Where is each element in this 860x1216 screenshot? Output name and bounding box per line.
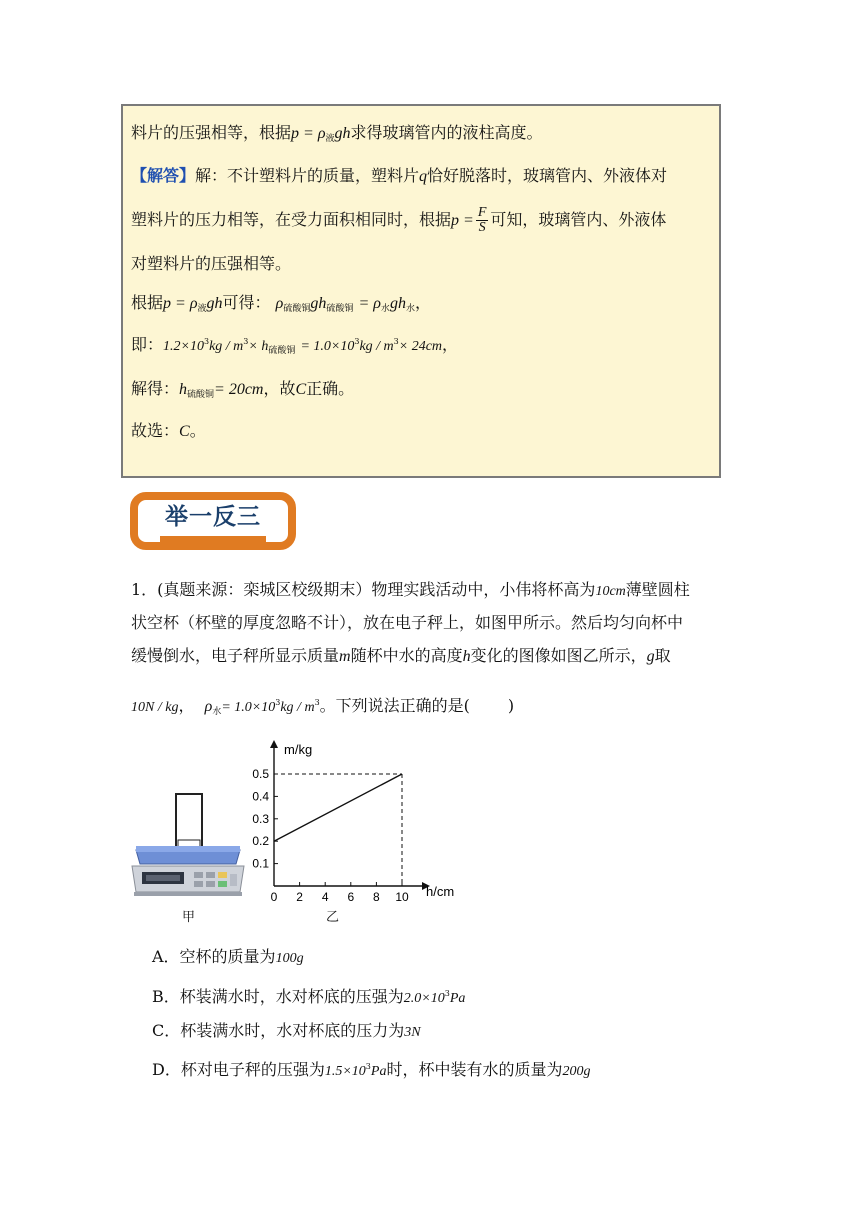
solution-line-3	[131, 206, 666, 235]
x-tick-label: 0	[270, 890, 278, 904]
solution-line-4	[131, 251, 291, 274]
y-tick-label: 0.1	[252, 856, 269, 871]
text: ，故	[263, 379, 296, 398]
formula: p = ρ	[163, 295, 198, 312]
formula: gh	[310, 295, 327, 312]
text: 故选：	[131, 421, 180, 440]
formula: Pa	[370, 1064, 387, 1079]
subscript: 硫酸铜	[268, 346, 296, 356]
text: 取	[654, 646, 671, 665]
option-a	[152, 944, 304, 967]
y-tick-label: 0.4	[252, 789, 269, 804]
formula: kg / m	[209, 339, 244, 354]
superscript: 3	[314, 698, 320, 707]
text: 根据	[131, 293, 164, 312]
solution-line-6	[131, 332, 458, 356]
superscript: 3	[365, 1062, 371, 1071]
text: 即：	[131, 335, 164, 354]
superscript: 3	[393, 337, 399, 346]
formula: 1.2×10	[163, 339, 204, 354]
option-d	[152, 1057, 590, 1080]
solution-line-7	[131, 376, 354, 400]
figure-caption-left: 甲	[182, 910, 196, 925]
formula: 100g	[275, 951, 304, 966]
y-tick-label: 0.5	[252, 767, 269, 781]
text: ，	[414, 293, 431, 312]
text: 正确。	[306, 379, 355, 398]
superscript: 3	[444, 989, 450, 998]
formula: kg / m	[359, 339, 394, 354]
question-line-4	[131, 693, 514, 717]
formula: p =	[451, 212, 474, 229]
x-tick-label: 10	[395, 890, 409, 904]
formula: gh	[389, 295, 406, 312]
text: 随杯中水的高度	[350, 646, 463, 665]
text: 恰好脱落时，玻璃管内、外液体对	[427, 166, 668, 185]
text: 塑料片的压力相等，在受力面积相同时，根据	[131, 210, 452, 229]
text: 。下列说法正确的是(	[319, 696, 470, 715]
formula: gh	[206, 295, 223, 312]
subscript: 硫酸铜	[326, 304, 354, 314]
text: 对塑料片的压强相等。	[131, 254, 292, 273]
solution-line-1	[131, 120, 543, 144]
text: 变化的图像如图乙所示，	[470, 646, 647, 665]
y-axis-label: m/kg	[284, 742, 313, 757]
text: 解得：	[131, 379, 180, 398]
formula: m	[339, 648, 351, 665]
option-text: 时，杯中装有水的质量为	[386, 1060, 563, 1079]
formula: kg / m	[280, 700, 315, 715]
text: 缓慢倒水，电子秤所显示质量	[131, 646, 340, 665]
denominator: S	[478, 220, 486, 235]
formula: × h	[248, 339, 269, 354]
superscript: 3	[203, 337, 210, 346]
superscript: 3	[275, 698, 281, 707]
text: 。	[189, 421, 206, 440]
option-c	[152, 1018, 421, 1041]
formula: gh	[334, 125, 351, 142]
solution-line-5	[131, 290, 431, 314]
badge-bar	[160, 536, 266, 550]
formula: 3N	[404, 1025, 421, 1040]
formula: 10N / kg	[131, 700, 179, 715]
formula: ρ	[275, 295, 284, 312]
option-text: A．空杯的质量为	[152, 947, 276, 966]
series-line	[274, 774, 402, 841]
formula: C	[295, 381, 307, 398]
text: 可得：	[222, 293, 271, 312]
mass-height-chart	[244, 738, 455, 908]
formula: = ρ	[358, 295, 381, 312]
formula: 1.5×10	[324, 1064, 366, 1079]
x-tick-label: 8	[373, 890, 380, 904]
figure-caption-right: 乙	[326, 910, 340, 925]
y-axis-arrow	[270, 740, 278, 748]
x-tick-label: 4	[321, 890, 329, 904]
x-axis-label: h/cm	[426, 884, 455, 899]
question-line-2	[131, 610, 683, 633]
solution-line-8	[131, 418, 206, 441]
text: 解：不计塑料片的质量，塑料片	[195, 166, 420, 185]
formula: = 1.0×10	[221, 700, 276, 715]
formula: × 24cm	[398, 339, 443, 354]
text: 可知，玻璃管内、外液体	[490, 210, 667, 229]
badge-title: 举一反三	[165, 504, 261, 530]
answer-label: 【解答】	[131, 166, 196, 185]
text: ，	[442, 335, 459, 354]
option-text: D．杯对电子秤的压强为	[152, 1060, 325, 1079]
fraction	[476, 206, 489, 235]
option-text: B．杯装满水时，水对杯底的压强为	[152, 987, 404, 1006]
text: 状空杯（杯壁的厚度忽略不计），放在电子秤上，如图甲所示。然后均匀向杯中	[131, 613, 684, 632]
option-b	[152, 984, 465, 1007]
numerator: F	[477, 205, 487, 220]
text: 料片的压强相等，根据	[131, 123, 292, 142]
formula: q	[419, 168, 428, 185]
section-badge	[130, 492, 296, 552]
subscript: 水	[212, 707, 222, 717]
text: 求得玻璃管内的液柱高度。	[350, 123, 543, 142]
superscript: 3	[354, 337, 360, 346]
y-tick-label: 0.3	[252, 811, 269, 826]
x-tick-label: 2	[296, 890, 303, 904]
formula: h	[179, 381, 188, 398]
text: ，	[178, 696, 195, 715]
subscript: 液	[325, 134, 335, 144]
subscript: 水	[405, 304, 415, 314]
question-line-3	[131, 643, 671, 666]
text: )	[507, 696, 515, 715]
solution-box	[121, 104, 721, 478]
formula: 10cm	[595, 584, 626, 599]
subscript: 硫酸铜	[283, 304, 311, 314]
solution-line-2	[131, 163, 667, 186]
option-text: C．杯装满水时，水对杯底的压力为	[152, 1021, 405, 1040]
y-tick-label: 0.2	[252, 834, 269, 849]
formula: Pa	[449, 991, 466, 1006]
text: 1．(真题来源：栾城区校级期末）物理实践活动中，小伟将杯高为	[131, 580, 596, 599]
formula: 200g	[562, 1064, 591, 1079]
x-tick-label: 6	[347, 890, 355, 904]
subscript: 水	[380, 304, 390, 314]
subscript: 硫酸铜	[187, 390, 215, 400]
formula: = 1.0×10	[300, 339, 355, 354]
question-line-1	[131, 577, 690, 600]
formula: g	[646, 648, 655, 665]
formula: p = ρ	[291, 125, 326, 142]
formula: 2.0×10	[403, 991, 445, 1006]
superscript: 3	[243, 337, 249, 346]
formula: ρ	[204, 698, 213, 715]
text: 薄壁圆柱	[625, 580, 690, 599]
formula: = 20cm	[214, 381, 264, 398]
subscript: 液	[197, 304, 207, 314]
formula: h	[462, 648, 471, 665]
formula: C	[179, 423, 190, 440]
